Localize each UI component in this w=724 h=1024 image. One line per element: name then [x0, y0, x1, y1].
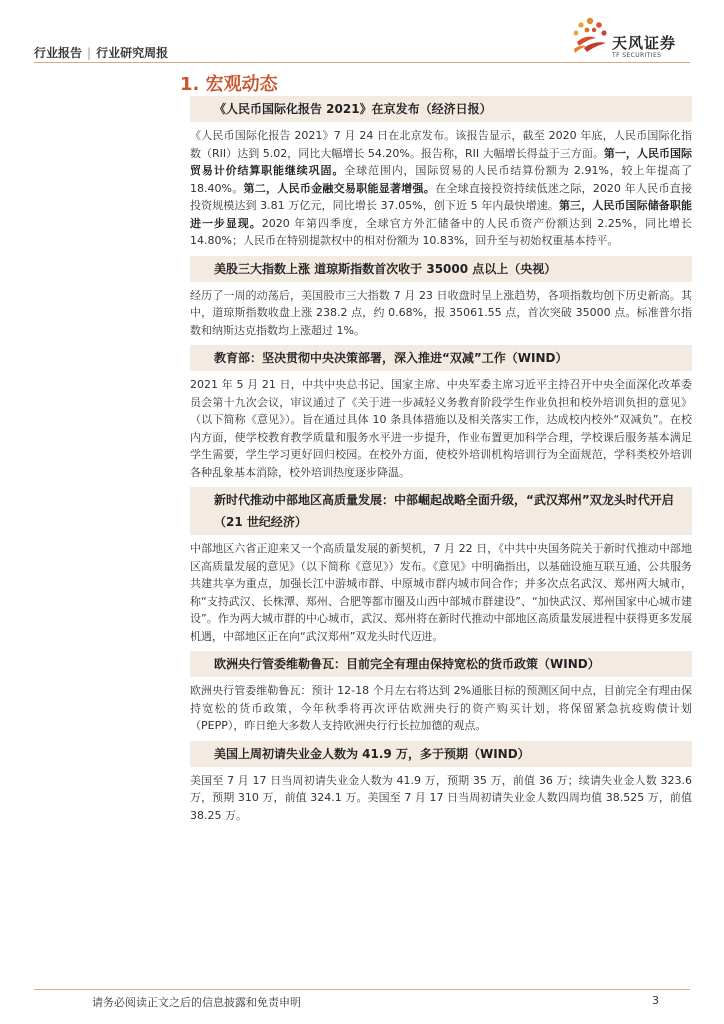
- news-text: 欧洲央行管委维勒鲁瓦：预计 12-18 个月左右将达到 2%通胀目标的预测区间中点，目前完全有理由保持宽松的货币政策，今年秋季将再次评估欧洲央行的资产购买计划，将保留紧急抗疫购债计划（PEPP），昨日绝大多数人支持欧洲央行行长拉加德的观点。: [190, 684, 692, 732]
- news-paragraph: [190, 376, 692, 481]
- header-divider: [34, 62, 690, 63]
- tf-logo-icon: [568, 16, 610, 60]
- subcategory-label: 行业研究周报: [96, 46, 169, 60]
- category-label: 行业报告: [34, 46, 83, 60]
- page-header: [0, 0, 724, 70]
- news-content: [190, 96, 692, 830]
- logo-chinese-name: 天风证券: [612, 34, 677, 52]
- news-text: 2021 年 5 月 21 日，中共中央总书记、国家主席、中央军委主席习近平主持召开中央全面深化改革委员会第十九次会议，审议通过了《关于进一步减轻义务教育阶段学生作业负担和校外培训负担的意见》（以下简称《意见》）。旨在通过具体 10 条具体措施以及相关落实工作，达成校内校外“双减负”。在校内方面，使学校教育教学质量和服务水平进一步提升，作业布置更加科学合理，学校课后服务基本满足学生需要，学生学习更好回归校园。在校外方面，使校外培训机构培训行为全面规范，学科类校外培训各种乱象基本消除，校外培训热度逐步降温。: [190, 378, 692, 479]
- section-title: 1. 宏观动态: [180, 74, 278, 95]
- news-paragraph: [190, 772, 692, 825]
- footer-divider: [34, 989, 690, 990]
- news-text: 经历了一周的动荡后，美国股市三大指数 7 月 23 日收盘时呈上涨趋势，各项指数均创下历史新高。其中，道琼斯指数收盘上涨 238.2 点，约 0.68%，报 35061.55 点，首次突破 35000 点。标准普尔指数和纳斯达克指数均上涨超过 1%。: [190, 288, 692, 337]
- news-highlight: 第二，人民币金融交易职能显著增强。: [243, 181, 436, 195]
- news-highlight: 第一，人民币国际贸易计价结算职能继续巩固。: [190, 146, 692, 177]
- news-paragraph: [190, 287, 692, 340]
- news-title: 《人民币国际化报告 2021》在京发布（经济日报）: [190, 96, 692, 122]
- news-title: 美股三大指数上涨 道琼斯指数首次收于 35000 点以上（央视）: [190, 256, 692, 282]
- disclaimer-note: 请务必阅读正文之后的信息披露和免责申明: [92, 996, 301, 1009]
- news-paragraph: [190, 127, 692, 250]
- news-highlight: 第三，人民币国际储备职能进一步显现。: [190, 199, 693, 230]
- news-paragraph: [190, 682, 692, 735]
- news-text: 《人民币国际化报告 2021》7 月 24 日在北京发布。该报告显示，截至 2020 年底，人民币国际化指数（RII）达到 5.02，同比大幅增长 54.20%。报告称，RII 大幅增长得益于三方面。: [190, 129, 692, 160]
- news-title: 欧洲央行管委维勒鲁瓦：目前完全有理由保持宽松的货币政策（WIND）: [190, 651, 692, 677]
- news-text: 在全球直接投资持续低迷之际，2020 年人民币直接投资规模达到 3.81 万亿元，同比增长 37.05%，创下近 5 年内最快增速。: [190, 181, 692, 212]
- company-logo: [568, 16, 693, 60]
- report-category: [34, 44, 168, 61]
- news-title: 教育部：坚决贯彻中央决策部署，深入推进“双减”工作（WIND）: [190, 345, 692, 371]
- news-title: 新时代推动中部地区高质量发展：中部崛起战略全面升级，“武汉郑州”双龙头时代开启（21 世纪经济）: [190, 487, 692, 535]
- news-text: 中部地区六省正迎来又一个高质量发展的新契机，7 月 22 日，《中共中央国务院关于新时代推动中部地区高质量发展的意见》（以下简称《意见》）发布。《意见》中明确指出，以基础设施互联互通、公共服务共建共享为重点，加强长江中游城市群、中原城市群内城市间合作；并多次点名武汉、郑州两大城市，称“支持武汉、长株潭、郑州、合肥等都市圈及山西中部城市群建设”、“加快武汉、郑州国家中心城市建设”。作为两大城市群的中心城市，武汉、郑州将在新时代推动中部地区高质量发展进程中获得更多发展机遇，中部地区正在向“武汉郑州”双龙头时代迈进。: [190, 542, 692, 643]
- news-text: 2020 年第四季度，全球官方外汇储备中的人民币资产份额达到 2.25%，同比增长 14.80%；人民币在特别提款权中的相对份额为 10.83%，回升至与初始权重基本持平。: [190, 216, 693, 247]
- category-separator: |: [87, 46, 92, 60]
- news-text: 全球范围内，国际贸易的人民币结算份额为 2.91%，较上年提高了 18.40%。: [190, 164, 692, 195]
- news-paragraph: [190, 540, 692, 645]
- logo-english-name: TF SECURITIES: [612, 52, 662, 59]
- page-number: 3: [652, 994, 659, 1007]
- news-text: 美国至 7 月 17 日当周初请失业金人数为 41.9 万，预期 35 万，前值 36 万；续请失业金人数 323.6 万，预期 310 万，前值 324.1 万。美国至 7 月 17 日当周初请失业金人数四周均值 38.525 万，前值 38.25 万。: [190, 773, 692, 822]
- news-title: 美国上周初请失业金人数为 41.9 万，多于预期（WIND）: [190, 741, 692, 767]
